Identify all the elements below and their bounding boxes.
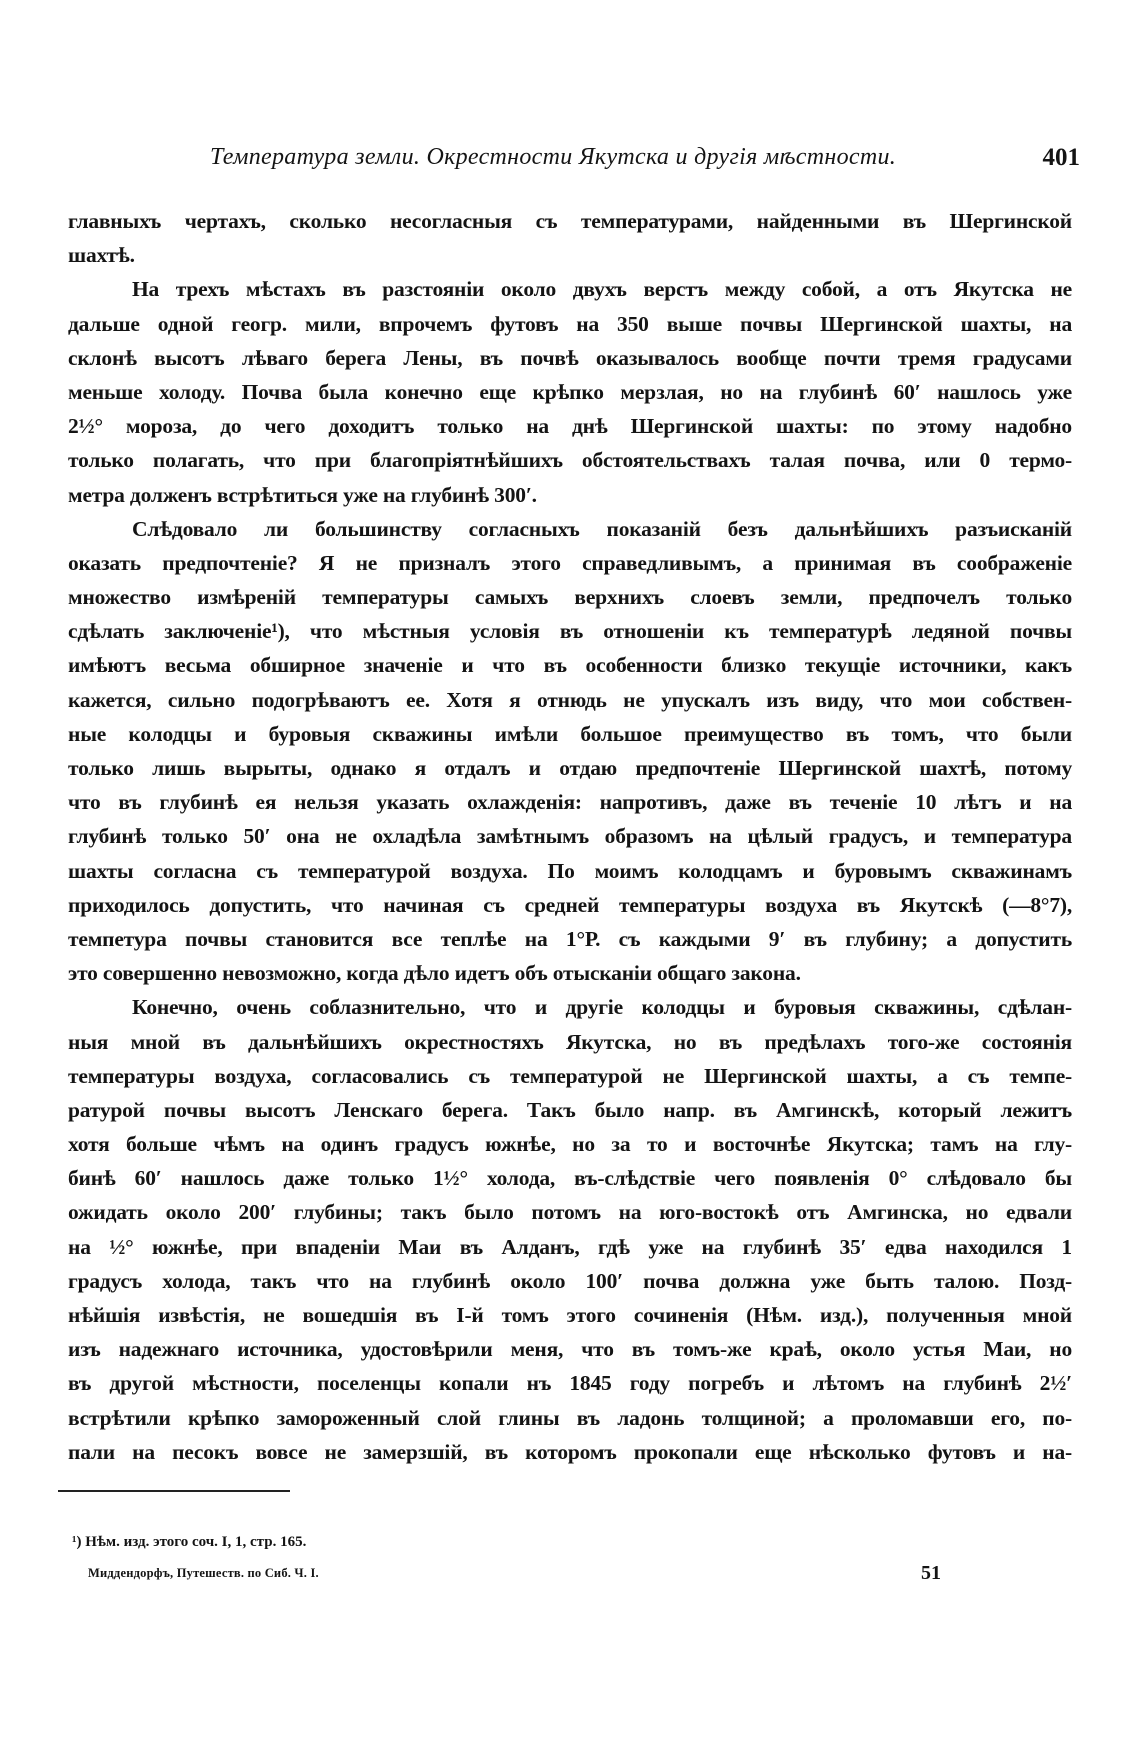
text-line: имѣютъ весьма обширное значеніе и что въ особенности близко текущіе источники, какъ [68,653,1072,678]
sheet-number: 51 [921,1562,941,1584]
text-line: это совершенно невозможно, когда дѣло идетъ объ отысканіи общаго закона. [68,961,801,986]
text-line: множество измѣреній температуры самыхъ верхнихъ слоевъ земли, предпочелъ только [68,585,1072,610]
text-line: ратурой почвы высотъ Ленскаго берега. Такъ было напр. въ Амгинскѣ, который лежитъ [68,1097,1072,1122]
text-line: кажется, сильно подогрѣваютъ ее. Хотя я отнюдь не упускалъ изъ виду, что мои собствен- [68,687,1072,712]
text-line: метра долженъ встрѣтиться уже на глубинѣ 300′. [68,482,537,507]
footnote-divider [58,1490,290,1492]
text-line: Слѣдовало ли большинству согласныхъ показаній безъ дальнѣйшихъ разъисканій [132,516,1072,541]
page-number: 401 [1042,144,1080,171]
text-line: пали на песокъ вовсе не замерзшій, въ которомъ прокопали еще нѣсколько футовъ и на- [68,1439,1072,1464]
text-line: температуры воздуха, согласовались съ температурой не Шергинской шахты, а съ темпе- [68,1063,1072,1088]
text-line: приходилось допустить, что начиная съ средней температуры воздуха въ Якутскѣ (—8°7), [68,892,1072,917]
text-line: сдѣлать заключеніе¹), что мѣстныя условія въ отношеніи къ температурѣ ледяной почвы [68,619,1072,644]
running-title: Температура земли. Окрестности Якутска и другія мѣстности. [210,144,897,170]
text-line: нѣйшія извѣстія, не вошедшія въ I-й томъ этого сочиненія (Нѣм. изд.), полученныя мной [68,1303,1072,1327]
running-header [70,144,1080,180]
text-line: 2½° мороза, до чего доходитъ только на днѣ Шергинской шахты: по этому надобно [68,414,1072,439]
text-line: дальше одной геогр. мили, впрочемъ футовъ на 350 выше почвы Шергинской шахты, на [68,311,1072,336]
text-line: ожидать около 200′ глубины; такъ было потомъ на юго-востокѣ отъ Амгинска, но едвали [68,1200,1072,1225]
text-line: Конечно, очень соблазнительно, что и другіе колодцы и буровыя скважины, сдѣлан- [132,995,1072,1020]
text-line: градусъ холода, такъ что на глубинѣ около 100′ почва должна уже быть талою. Позд- [68,1268,1072,1293]
text-line: склонѣ высотъ лѣваго берега Лены, въ почвѣ оказывалось вообще почти тремя градусами [68,345,1072,370]
text-line: оказать предпочтеніе? Я не призналъ этого справедливымъ, а принимая въ соображеніе [68,550,1072,575]
text-line: бинѣ 60′ нашлось даже только 1½° холода, въ-слѣдствіе чего появленія 0° слѣдовало бы [68,1166,1072,1191]
text-line: шахтѣ. [68,243,135,268]
footnote: ¹) Нѣм. изд. этого соч. I, 1, стр. 165. [72,1534,307,1550]
text-line: хотя больше чѣмъ на одинъ градусъ южнѣе, но за то и восточнѣе Якутска; тамъ на глу- [68,1132,1072,1157]
text-line: изъ надежнаго источника, удостовѣрили меня, что въ томъ-же краѣ, около устья Маи, но [68,1337,1072,1362]
printer-signature: Миддендорфъ, Путешеств. по Сиб. Ч. I. [88,1566,319,1580]
text-line: въ другой мѣстности, поселенцы копали нъ 1845 году погребъ и лѣтомъ на глубинѣ 2½′ [68,1371,1072,1396]
text-line: глубинѣ только 50′ она не охладѣла замѣтнымъ образомъ на цѣлый градусъ, и температура [68,824,1072,849]
text-line: шахты согласна съ температурой воздуха. По моимъ колодцамъ и буровымъ скважинамъ [68,858,1072,883]
body-text [68,204,1072,1469]
text-line: На трехъ мѣстахъ въ разстояніи около двухъ верстъ между собой, а отъ Якутска не [132,277,1072,302]
text-line: только полагать, что при благопріятнѣйшихъ обстоятельствахъ талая почва, или 0 термо- [68,448,1072,473]
text-line: ные колодцы и буровыя скважины имѣли большое преимущество въ томъ, что были [68,721,1072,746]
text-line: только лишь вырыты, однако я отдалъ и отдаю предпочтеніе Шергинской шахтѣ, потому [68,756,1072,780]
text-line: ныя мной въ дальнѣйшихъ окрестностяхъ Якутска, но въ предѣлахъ того-же состоянія [68,1029,1072,1054]
text-line: что въ глубинѣ ея нельзя указать охлажденія: напротивъ, даже въ теченіе 10 лѣтъ и на [68,790,1072,815]
text-line: встрѣтили крѣпко замороженный слой глины въ ладонь толщиной; а проломавши его, по- [68,1405,1072,1430]
text-line: главныхъ чертахъ, сколько несогласныя съ температурами, найденными въ Шергинской [68,209,1072,233]
text-line: на ½° южнѣе, при впаденіи Маи въ Алданъ, гдѣ уже на глубинѣ 35′ едва находился 1 [68,1234,1072,1259]
text-line: меньше холоду. Почва была конечно еще крѣпко мерзлая, но на глубинѣ 60′ нашлось уже [68,379,1072,404]
text-line: темпетура почвы становится все теплѣе на 1°Р. съ каждыми 9′ въ глубину; а допустить [68,926,1072,951]
